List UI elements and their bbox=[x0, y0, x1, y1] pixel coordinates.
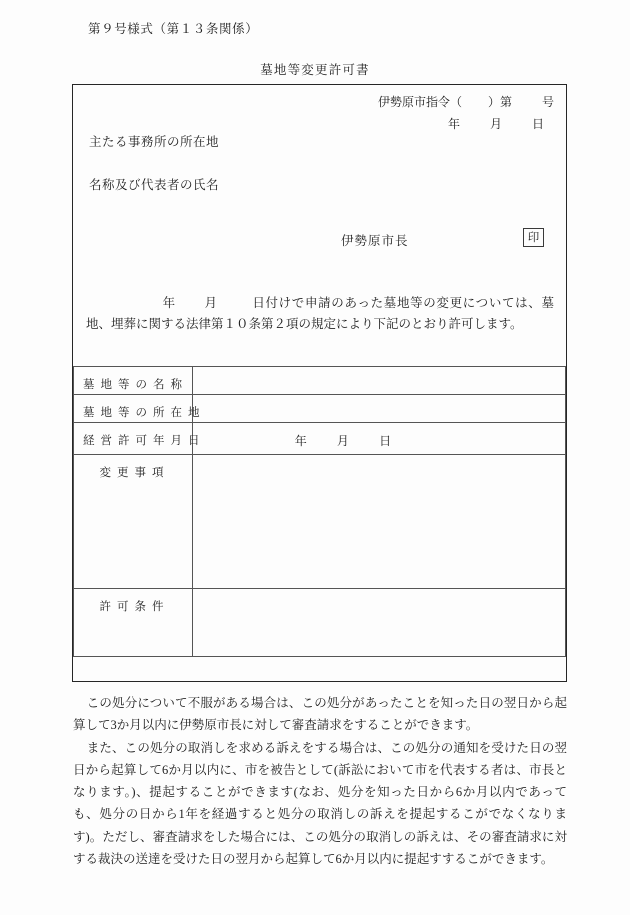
decree-mid: ）第 bbox=[487, 95, 512, 109]
permit-details-table bbox=[73, 366, 566, 657]
statement-year: 年 bbox=[162, 296, 176, 310]
applicant-name-label: 名称及び代表者の氏名 bbox=[89, 178, 220, 192]
permit-date-month: 月 bbox=[336, 434, 350, 448]
row-value-change-items[interactable] bbox=[193, 455, 566, 589]
label-text: 変更事項 bbox=[99, 467, 170, 479]
statement-text: 日付けで申請のあった墓地等の変更については、墓地、埋葬に関する法律第１０条第２項の規定により下記のとおり許可します。 bbox=[86, 296, 554, 331]
label-text: 経営許可年月日 bbox=[83, 435, 206, 447]
row-value-cemetery-location[interactable] bbox=[193, 395, 566, 423]
appeal-notice-paragraph-2: また、この処分の取消しを求める訴えをする場合は、この処分の通知を受けた日の翌日から起算して6か月以内に、市を被告として(訴訟において市を代表する者は、市長となります。)、提起することができます(なお、処分を知った日から6か月以内であっても、処分の日から1年を経過すると処分の取消しの訴えを提起するこがでなくなります)。ただし、審査請求をした場合には、この処分の取消しの訴えは、その審査請求に対する裁決の送達を受けた日の翌月から起算して6か月以内に提起すするこができます。 bbox=[73, 740, 567, 867]
label-text: 墓地等の所在地 bbox=[83, 407, 206, 419]
issue-date-line bbox=[448, 115, 544, 132]
issue-date-month: 月 bbox=[489, 117, 502, 131]
mayor-title: 伊勢原市長 bbox=[341, 234, 409, 248]
appeal-notice-paragraph-1: この処分について不服がある場合は、この処分があったことを知った日の翌日から起算して3か月以内に伊勢原市長に対して審査請求をすることができます。 bbox=[73, 696, 567, 733]
issue-date-day: 日 bbox=[531, 117, 544, 131]
row-label-cemetery-name bbox=[74, 367, 193, 395]
row-label-change-items bbox=[74, 455, 193, 589]
decree-prefix: 伊勢原市指令（ bbox=[377, 95, 462, 109]
label-text: 許可条件 bbox=[99, 601, 170, 613]
certificate-header-region bbox=[73, 85, 566, 366]
table-row bbox=[74, 395, 566, 423]
row-label-permit-date bbox=[74, 423, 206, 455]
seal-stamp-icon: 印 bbox=[523, 228, 544, 247]
permit-date-year: 年 bbox=[294, 434, 307, 448]
table-row bbox=[74, 367, 566, 395]
issue-date-year: 年 bbox=[447, 117, 460, 131]
permit-certificate-box bbox=[72, 84, 567, 682]
decree-suffix: 号 bbox=[541, 95, 554, 109]
label-text: 墓地等の名称 bbox=[83, 379, 188, 391]
row-value-cemetery-name[interactable] bbox=[193, 367, 566, 395]
row-label-cemetery-location bbox=[74, 395, 206, 423]
row-value-permit-date[interactable] bbox=[193, 423, 566, 455]
statement-month: 月 bbox=[203, 296, 218, 310]
issuer-row bbox=[73, 231, 566, 253]
table-row bbox=[74, 589, 566, 657]
table-row bbox=[74, 455, 566, 589]
form-number: 第９号様式（第１３条関係） bbox=[88, 22, 259, 36]
appeal-notice bbox=[73, 692, 567, 870]
document-title: 墓地等変更許可書 bbox=[260, 63, 370, 77]
row-value-permit-conditions[interactable] bbox=[193, 589, 566, 657]
permit-statement bbox=[86, 293, 554, 335]
applicant-address-label: 主たる事務所の所在地 bbox=[89, 135, 220, 149]
permit-date-day: 日 bbox=[379, 434, 392, 448]
row-label-permit-conditions bbox=[74, 589, 193, 657]
decree-number-line bbox=[378, 93, 554, 110]
table-row bbox=[74, 423, 566, 455]
